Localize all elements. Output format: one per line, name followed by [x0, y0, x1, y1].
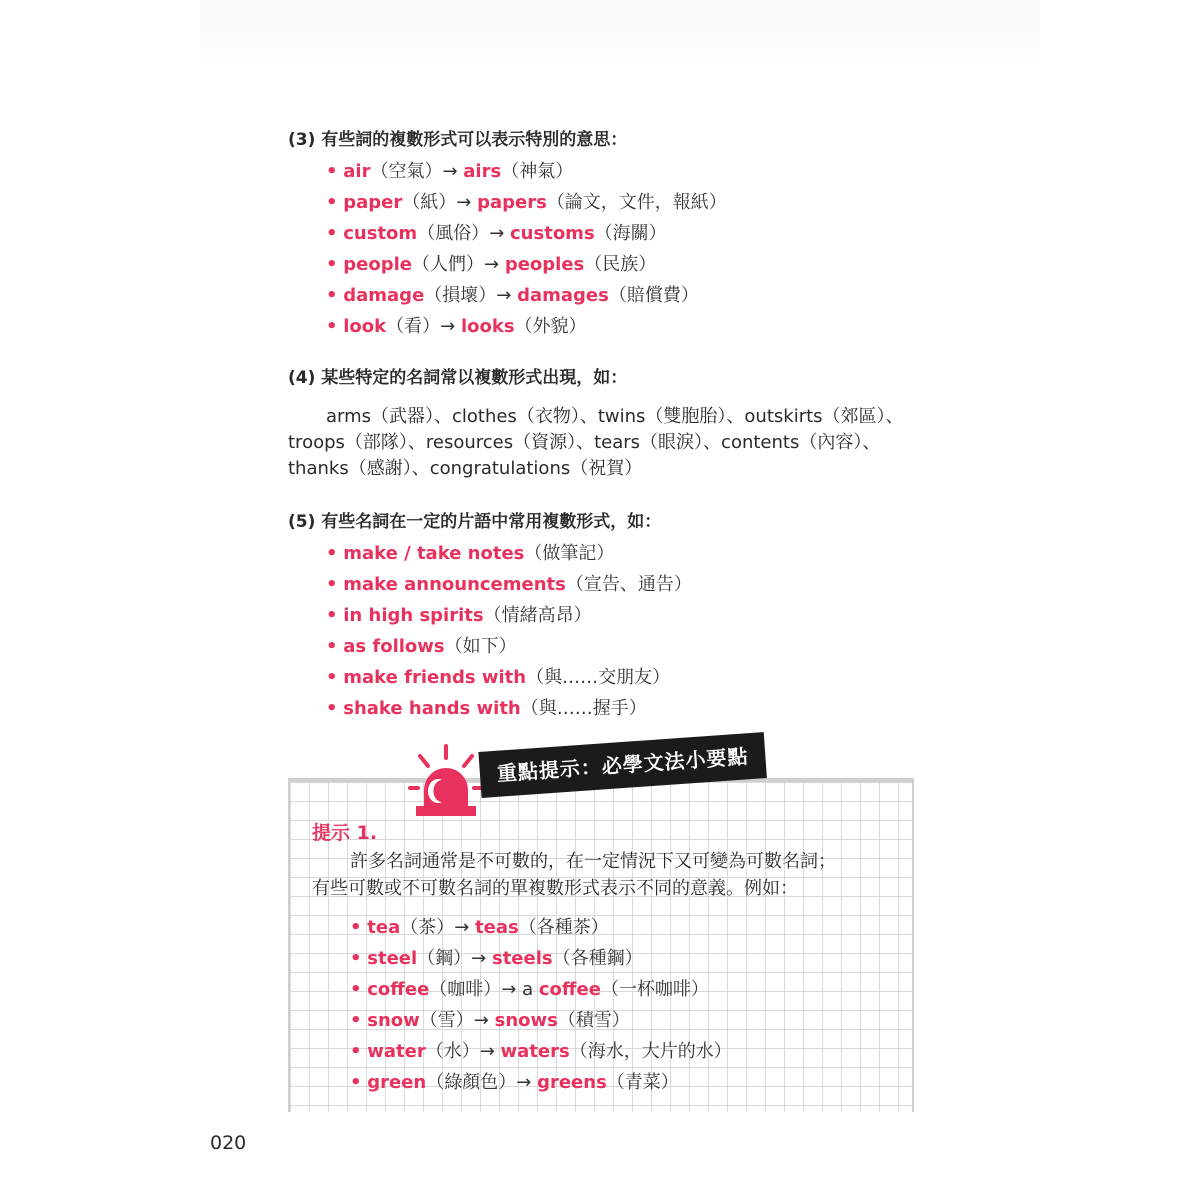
list-item: • air（空氣）→ airs（神氣） — [326, 161, 574, 182]
list-item: • as follows（如下） — [326, 636, 517, 657]
tip-label: 提示 1. — [312, 822, 378, 844]
siren-icon — [408, 742, 484, 824]
section-5-title: (5) 有些名詞在一定的片語中常用複數形式，如： — [288, 512, 662, 532]
list-item: • snow（雪）→ snows（積雪） — [350, 1010, 630, 1031]
page-number: 020 — [210, 1132, 247, 1154]
section-3 — [288, 128, 928, 342]
list-item: • water（水）→ waters（海水，大片的水） — [350, 1041, 732, 1062]
tip-body-line-2: 有些可數或不可數名詞的單複數形式表示不同的意義。例如： — [312, 878, 798, 899]
section-3-title: (3) 有些詞的複數形式可以表示特別的意思： — [288, 130, 628, 150]
list-item: • make friends with（與……交朋友） — [326, 667, 671, 688]
list-item: • people（人們）→ peoples（民族） — [326, 254, 657, 275]
list-item: • look（看）→ looks（外貌） — [326, 316, 587, 337]
tip-body-line-1: 許多名詞通常是不可數的，在一定情況下又可變為可數名詞； — [350, 851, 836, 872]
section-4-title: (4) 某些特定的名詞常以複數形式出現，如： — [288, 368, 628, 388]
list-item: • steel（鋼）→ steels（各種鋼） — [350, 948, 643, 969]
section-3-list — [288, 156, 928, 342]
section-5 — [288, 510, 928, 724]
list-item: • in high spirits（情緒高昂） — [326, 605, 592, 626]
tip-banner: 重點提示：必學文法小要點 — [478, 732, 767, 798]
tip-body — [312, 848, 892, 902]
list-item: • green（綠顏色）→ greens（青菜） — [350, 1072, 679, 1093]
list-item: • coffee（咖啡）→ a coffee（一杯咖啡） — [350, 979, 709, 1000]
list-item: • damage（損壞）→ damages（賠償費） — [326, 285, 699, 306]
list-item: • custom（風俗）→ customs（海關） — [326, 223, 667, 244]
list-item: • make / take notes（做筆記） — [326, 543, 615, 564]
section-4-paragraph: arms（武器）、clothes（衣物）、twins（雙胞胎）、outskirts（郊區）、troops（部隊）、resources（資源）、tears（眼淚）、contents（內容）、thanks（感謝）、congratulations（祝賀） — [288, 406, 904, 479]
section-4 — [288, 366, 928, 482]
list-item: • shake hands with（與……握手） — [326, 698, 647, 719]
faint-header-bleed — [200, 0, 1040, 80]
tip-list-wrap — [312, 912, 732, 1098]
list-item: • paper（紙）→ papers（論文，文件，報紙） — [326, 192, 727, 213]
list-item: • tea（茶）→ teas（各種茶） — [350, 917, 609, 938]
list-item: • make announcements（宣告、通告） — [326, 574, 692, 595]
tip-list — [312, 912, 732, 1098]
section-5-list — [288, 538, 928, 724]
